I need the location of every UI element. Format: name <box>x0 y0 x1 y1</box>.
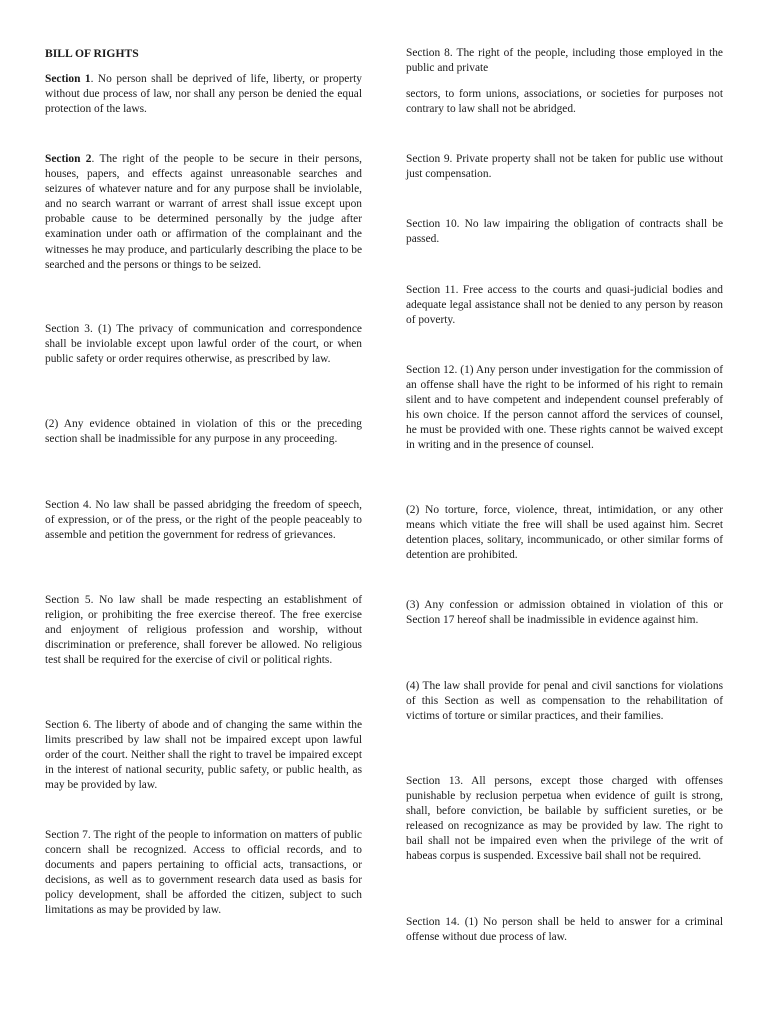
section-1-heading: Section 1 <box>45 73 91 85</box>
section-12-2-paragraph: (2) No torture, force, violence, threat, intimidation, or any other means which vitiate the free will shall be used against him. Secret detention places, solitary, incommunicado, or other similar forms of detention are prohibited. <box>406 504 723 562</box>
section-12-3-paragraph: (3) Any confession or admission obtained in violation of this or Section 17 hereof shall be inadmissible in evidence against him. <box>406 599 723 627</box>
section-1-text: . No person shall be deprived of life, liberty, or property without due process of law, nor shall any person be denied the equal protection of the laws. <box>45 73 362 116</box>
section-8-continued-paragraph: sectors, to form unions, associations, or societies for purposes not contrary to law shall not be abridged. <box>406 88 723 116</box>
section-3-2-paragraph: (2) Any evidence obtained in violation of this or the preceding section shall be inadmissible for any purpose in any proceeding. <box>45 418 362 446</box>
section-1-paragraph <box>45 72 362 117</box>
section-11-paragraph: Section 11. Free access to the courts and quasi-judicial bodies and adequate legal assistance shall not be denied to any person by reason of poverty. <box>406 284 723 327</box>
section-10-paragraph: Section 10. No law impairing the obligation of contracts shall be passed. <box>406 218 723 246</box>
section-2-heading: Section 2 <box>45 153 92 165</box>
section-12-4-paragraph: (4) The law shall provide for penal and civil sanctions for violations of this Section as well as compensation to the rehabilitation of victims of torture or similar practices, and their families. <box>406 680 723 723</box>
section-9-paragraph: Section 9. Private property shall not be taken for public use without just compensation. <box>406 153 723 181</box>
section-2-text: . The right of the people to be secure in their persons, houses, papers, and effects against unreasonable searches and seizures of whatever nature and for any purpose shall be inviolable, and no search warrant or warrant of arrest shall issue except upon probable cause to be determined personally by the judge after examination under oath or affirmation of the complainant and the witnesses he may produce, and particularly describing the place to be searched and the persons or things to be seized. <box>45 153 362 271</box>
section-14-paragraph: Section 14. (1) No person shall be held to answer for a criminal offense without due process of law. <box>406 916 723 944</box>
section-5-paragraph: Section 5. No law shall be made respecting an establishment of religion, or prohibiting the free exercise thereof. The free exercise and enjoyment of religious profession and worship, without discrimination or preference, shall forever be allowed. No religious test shall be required for the exercise of civil or political rights. <box>45 594 362 667</box>
section-6-paragraph: Section 6. The liberty of abode and of changing the same within the limits prescribed by law shall not be impaired except upon lawful order of the court. Neither shall the right to travel be impaired except in the interest of national security, public safety, or public health, as may be provided by law. <box>45 719 362 792</box>
section-3-paragraph: Section 3. (1) The privacy of communication and correspondence shall be inviolable except upon lawful order of the court, or when public safety or order requires otherwise, as prescribed by law. <box>45 323 362 366</box>
section-4-paragraph: Section 4. No law shall be passed abridging the freedom of speech, of expression, or of the press, or the right of the people peaceably to assemble and petition the government for redress of grievances. <box>45 499 362 542</box>
section-8-paragraph: Section 8. The right of the people, including those employed in the public and private <box>406 47 723 75</box>
section-13-paragraph: Section 13. All persons, except those charged with offenses punishable by reclusion perpetua when evidence of guilt is strong, shall, before conviction, be bailable by sufficient sureties, or be released on recognizance as may be provided by law. The right to bail shall not be impaired even when the privilege of the writ of habeas corpus is suspended. Excessive bail shall not be required. <box>406 775 723 863</box>
section-7-paragraph: Section 7. The right of the people to information on matters of public concern shall be recognized. Access to official records, and to documents and papers pertaining to official acts, transactions, or decisions, as well as to government research data used as basis for policy development, shall be afforded the citizen, subject to such limitations as may be provided by law. <box>45 829 362 917</box>
section-2-paragraph <box>45 152 362 273</box>
document-title: BILL OF RIGHTS <box>45 47 139 60</box>
section-12-paragraph: Section 12. (1) Any person under investigation for the commission of an offense shall have the right to be informed of his right to remain silent and to have competent and independent counsel preferably of his own choice. If the person cannot afford the services of counsel, he must be provided with one. These rights cannot be waived except in writing and in the presence of counsel. <box>406 364 723 452</box>
